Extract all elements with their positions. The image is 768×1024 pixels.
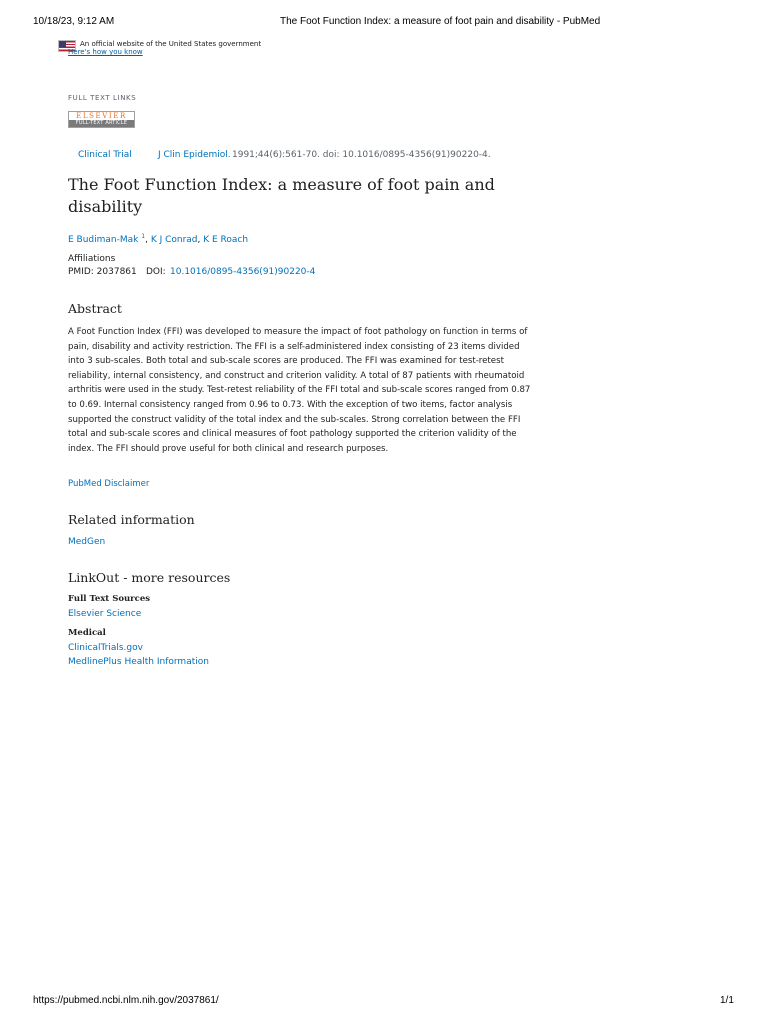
author-affiliation-ref[interactable]: 1 xyxy=(141,233,146,240)
pubmed-disclaimer-link[interactable]: PubMed Disclaimer xyxy=(68,479,150,489)
authors-list: E Budiman-Mak $^1$, K J Conrad, K E Roach xyxy=(68,233,249,245)
pmid: PMID: 2037861 xyxy=(68,267,137,277)
print-page-title: The Foot Function Index: a measure of foot pain and disability - PubMed xyxy=(280,16,601,27)
author-link[interactable]: K J Conrad xyxy=(150,235,198,245)
print-page-number: 1/1 xyxy=(720,995,734,1006)
citation-line xyxy=(78,150,491,160)
abstract-text: A Foot Function Index (FFI) was developed to measure the impact of foot pathology on function in terms of pain, disability and activity restriction. The FFI is a self-administered index consisting of 23 items divided into 3 sub-scales. Both total and sub-scale scores are produced. The FFI was examined for test-retest reliability, internal consistency, and construct and criterion validity. A total of 87 patients with rheumatoid arthritis were used in the study. Test-retest reliability of the FFI total and sub-scale scores ranged from 0.87 to 0.69. Internal consistency ranged from 0.96 to 0.73. With the exception of two items, factor analysis supported the construct validity of the total index and the sub-scales. Strong correlation between the FFI total and sub-scale scores and clinical measures of foot pathology supported the criterion validity of the index. The FFI should prove useful for both clinical and research purposes. xyxy=(68,327,531,454)
linkout-heading: LinkOut - more resources xyxy=(68,570,231,585)
doi-label: DOI: xyxy=(146,267,166,277)
affiliations-toggle[interactable]: Affiliations xyxy=(68,254,116,264)
abstract-heading: Abstract xyxy=(68,301,122,316)
author-link[interactable]: K E Roach xyxy=(203,235,249,245)
elsevier-full-text-button[interactable] xyxy=(68,111,135,128)
medgen-link[interactable]: MedGen xyxy=(68,537,106,547)
citation-details: 1991;44(6):561-70. doi: 10.1016/0895-4356(91)90220-4. xyxy=(232,150,491,160)
full-text-links-label: FULL TEXT LINKS xyxy=(68,94,137,102)
elsevier-full-text-label: FULL-TEXT ARTICLE xyxy=(69,120,134,127)
official-website-text: An official website of the United States government xyxy=(80,40,262,48)
author-link[interactable]: E Budiman-Mak xyxy=(68,235,139,245)
medlineplus-link[interactable]: MedlinePlus Health Information xyxy=(68,657,209,667)
elsevier-logo: ELSEVIER xyxy=(76,112,127,120)
article-title: The Foot Function Index: a measure of foot pain and disability xyxy=(68,175,495,216)
doi-link[interactable]: 10.1016/0895-4356(91)90220-4 xyxy=(170,267,316,277)
medical-heading: Medical xyxy=(68,628,106,638)
journal-link[interactable]: J Clin Epidemiol. xyxy=(158,150,231,160)
identifiers xyxy=(68,267,316,277)
clinicaltrials-link[interactable]: ClinicalTrials.gov xyxy=(68,643,143,653)
publication-type-link[interactable]: Clinical Trial xyxy=(78,150,132,160)
elsevier-science-link[interactable]: Elsevier Science xyxy=(68,609,142,619)
full-text-sources-heading: Full Text Sources xyxy=(68,594,151,604)
print-date: 10/18/23, 9:12 AM xyxy=(33,16,115,27)
how-you-know-link[interactable]: Here's how you know xyxy=(68,48,143,56)
print-url: https://pubmed.ncbi.nlm.nih.gov/2037861/ xyxy=(33,995,219,1006)
related-information-heading: Related information xyxy=(68,512,195,527)
